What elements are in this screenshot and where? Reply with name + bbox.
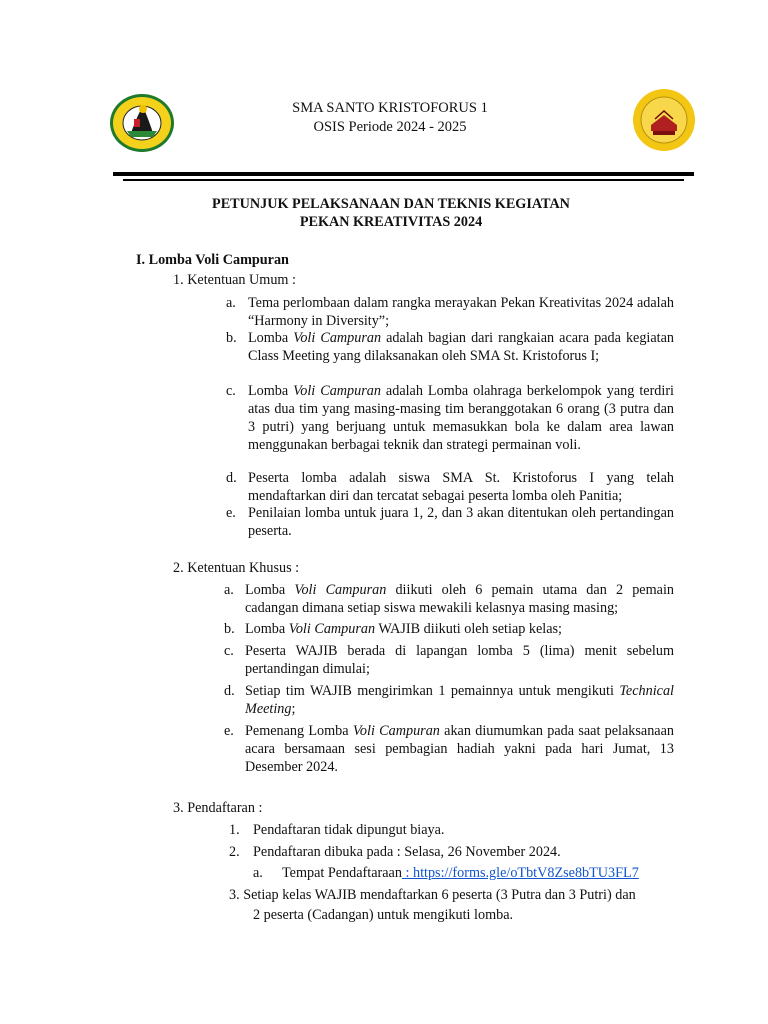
list-marker: b. (226, 330, 237, 346)
list-item-khusus-b: Lomba Voli Campuran WAJIB diikuti oleh setiap kelas; (245, 621, 562, 637)
list-item-khusus-c: Peserta WAJIB berada di lapangan lomba 5 (lima) menit sebelum pertandingan dimulai; (245, 643, 674, 677)
list-marker: a. (224, 582, 234, 598)
list-item-umum-d: Peserta lomba adalah siswa SMA St. Kristoforus I yang telah mendaftarkan diri dan tercatat sebagai peserta lomba oleh Panitia; (248, 470, 674, 504)
list-marker: a. (226, 295, 236, 311)
header-rule-thick (113, 172, 694, 176)
ketentuan-khusus-heading: 2. Ketentuan Khusus : (173, 560, 300, 576)
list-marker: b. (224, 621, 235, 637)
pendaftaran-item-1: Pendaftaran tidak dipungut biaya. (253, 822, 445, 838)
list-item-umum-b: Lomba Voli Campuran adalah bagian dari rangkaian acara pada kegiatan Class Meeting yang dilaksanakan oleh SMA St. Kristoforus I; (248, 330, 675, 364)
pendaftaran-heading: 3. Pendaftaran : (173, 800, 263, 816)
list-marker: 2. (229, 844, 240, 860)
list-marker: e. (226, 505, 236, 521)
section-heading: I. Lomba Voli Campuran (136, 252, 289, 268)
list-item-khusus-a: Lomba Voli Campuran diikuti oleh 6 pemain utama dan 2 pemain cadangan dimana setiap siswa mewakili kelasnya masing masing; (245, 582, 674, 616)
registration-place: Tempat Pendaftaraan : https://forms.gle/oTbtV8Zse8bTU3FL7 (282, 865, 639, 881)
list-item-umum-a: Tema perlombaan dalam rangka merayakan Pekan Kreativitas 2024 adalah “Harmony in Diversity”; (248, 295, 674, 329)
pendaftaran-item-3-cont: 2 peserta (Cadangan) untuk mengikuti lomba. (253, 907, 514, 923)
list-marker: c. (224, 643, 234, 659)
header-rule-thin (123, 179, 684, 181)
list-marker: d. (224, 683, 235, 699)
list-item-khusus-e: Pemenang Lomba Voli Campuran akan diumumkan pada saat pelaksanaan acara bersamaan sesi pembagian hadiah yakni pada hari Jumat, 13 Desember 2024. (245, 723, 674, 775)
pendaftaran-item-3: 3. Setiap kelas WAJIB mendaftarkan 6 peserta (3 Putra dan 3 Putri) dan (229, 887, 636, 903)
list-marker: e. (224, 723, 234, 739)
list-item-umum-c: Lomba Voli Campuran adalah Lomba olahraga berkelompok yang terdiri atas dua tim yang masing-masing tim beranggotakan 6 orang (3 putra dan 3 putri) yang berjuang untuk memasukkan bola ke dalam area lawan menggunakan berbagai teknik dan strategi permainan voli. (248, 383, 674, 453)
list-marker: a. (253, 865, 263, 881)
doc-title-line2: PEKAN KREATIVITAS 2024 (299, 214, 483, 230)
doc-title-line1: PETUNJUK PELAKSANAAN DAN TEKNIS KEGIATAN (212, 196, 570, 212)
pendaftaran-item-2: Pendaftaran dibuka pada : Selasa, 26 November 2024. (253, 844, 561, 860)
list-item-umum-e: Penilaian lomba untuk juara 1, 2, dan 3 akan ditentukan oleh pertandingan peserta. (248, 505, 674, 539)
list-item-khusus-d: Setiap tim WAJIB mengirimkan 1 pemainnya untuk mengikuti Technical Meeting; (245, 683, 674, 717)
registration-link[interactable]: https://forms.gle/oTbtV8Zse8bTU3FL7 (412, 865, 639, 881)
osis-period: OSIS Periode 2024 - 2025 (313, 119, 467, 135)
list-marker: 1. (229, 822, 240, 838)
school-name: SMA SANTO KRISTOFORUS 1 (292, 100, 488, 116)
list-marker: c. (226, 383, 236, 399)
ketentuan-umum-heading: 1. Ketentuan Umum : (173, 272, 296, 288)
list-marker: d. (226, 470, 237, 486)
